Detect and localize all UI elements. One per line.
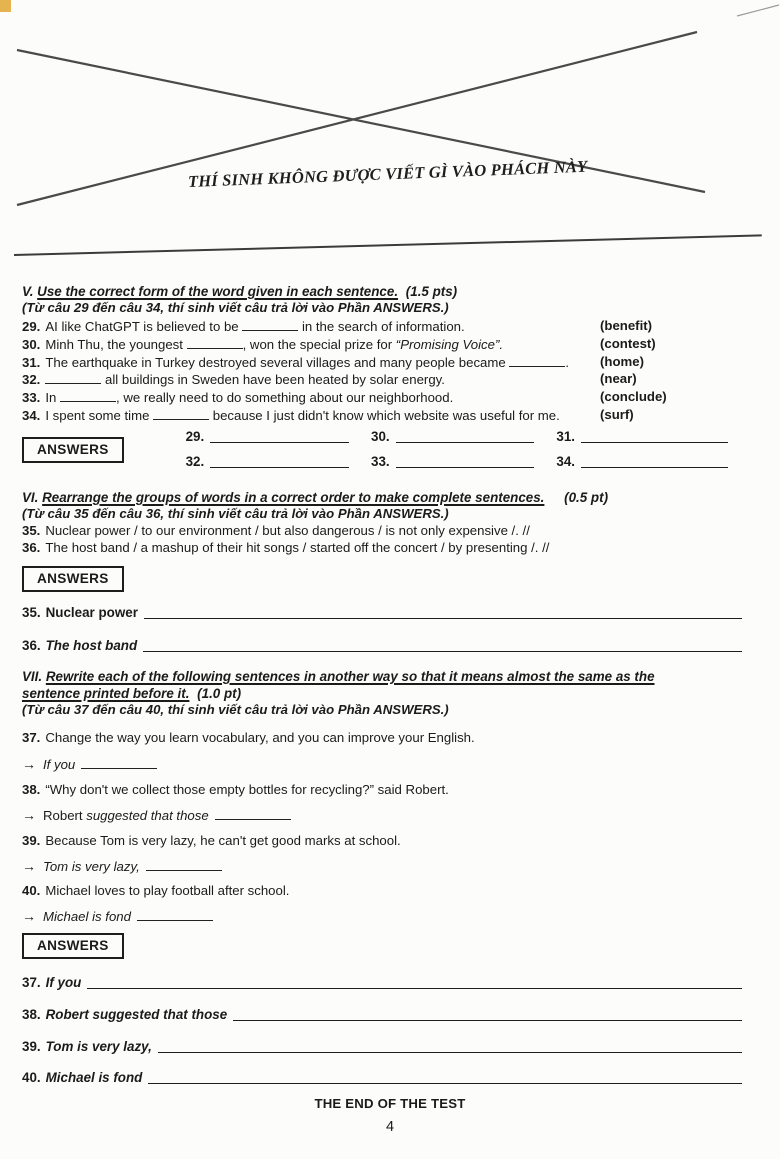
- question-30-em: “Promising Voice”.: [395, 336, 504, 352]
- question-34-text-after: because I just didn't know which website was useful for me.: [209, 407, 560, 423]
- answer-39-number: 39.: [22, 1039, 41, 1054]
- question-34-number: 34.: [22, 407, 41, 423]
- question-36-number: 36.: [22, 539, 41, 555]
- answer-40-number: 40.: [22, 1070, 41, 1085]
- fill-blank-31: [509, 354, 565, 367]
- question-30: [22, 336, 600, 354]
- answers-box-vi: ANSWERS: [22, 566, 124, 592]
- sentence-40-text: Michael loves to play football after school.: [45, 883, 290, 898]
- rewrite-37-blank: [81, 756, 157, 769]
- word-hint-29: (benefit): [600, 318, 653, 333]
- question-row-31: [22, 354, 762, 372]
- answer-40-lead: Michael is fond: [45, 1070, 143, 1085]
- question-29-number: 29.: [22, 319, 41, 334]
- question-33-text-after: , we really need to do something about our neighborhood.: [116, 390, 454, 406]
- sentence-39-text: Because Tom is very lazy, he can't get good marks at school.: [45, 833, 401, 848]
- section-vii-instruction: (Từ câu 37 đến câu 40, thí sinh viết câu trả lời vào Phần ANSWERS.): [22, 702, 449, 717]
- answer-slot-31-line: [581, 442, 728, 443]
- answer-line-38: [22, 1006, 742, 1023]
- rewrite-38-plain: Robert: [43, 808, 87, 823]
- answer-slot-32-label: 32.: [185, 454, 205, 469]
- section-vii-items: [22, 729, 762, 925]
- question-29-text: AI like ChatGPT is believed to be: [45, 319, 243, 334]
- question-32-text-after: all buildings in Sweden have been heated by solar energy.: [101, 372, 445, 388]
- section-v-number: V.: [22, 284, 34, 299]
- question-row-29: [22, 318, 762, 336]
- answer-38-number: 38.: [22, 1007, 41, 1022]
- question-29-text-after: in the search of information.: [298, 319, 465, 334]
- sentence-38-text: “Why don't we collect those empty bottles for recycling?” said Robert.: [45, 782, 449, 797]
- section-v-title: Use the correct form of the word given in each sentence.: [37, 284, 399, 299]
- question-36: [22, 540, 762, 557]
- answer-slot-32-line: [210, 467, 349, 468]
- answer-slot-29: [186, 429, 349, 445]
- sentence-39-number: 39.: [22, 833, 41, 848]
- question-30-text-after: , won the special prize for: [242, 336, 396, 352]
- answer-slot-30: [371, 429, 534, 445]
- arrow-icon: →: [22, 908, 36, 924]
- rewrite-40-blank: [137, 908, 213, 921]
- section-vii-number: VII.: [22, 669, 43, 684]
- word-hint-32: (near): [600, 371, 637, 387]
- answer-slot-31-label: 31.: [556, 429, 576, 444]
- crossed-out-area: [0, 0, 780, 235]
- rewrite-37-lead: If you: [43, 757, 76, 772]
- answer-38-line: [233, 1020, 742, 1021]
- section-vi-instruction: (Từ câu 35 đến câu 36, thí sinh viết câu trả lời vào Phần ANSWERS.): [22, 506, 449, 521]
- section-vi-points: (0.5 pt): [564, 490, 609, 505]
- arrow-icon: →: [22, 858, 36, 874]
- answer-37-line: [87, 988, 742, 989]
- fill-blank-32: [45, 371, 101, 384]
- section-vi-heading: [22, 489, 608, 522]
- question-row-30: [22, 336, 762, 354]
- answers-box-vii: ANSWERS: [22, 933, 124, 959]
- sentence-37-number: 37.: [22, 730, 41, 745]
- phach-warning-text: THÍ SINH KHÔNG ĐƯỢC VIẾT GÌ VÀO PHÁCH NÀY: [187, 156, 588, 191]
- answer-37-lead: If you: [45, 975, 82, 990]
- fill-blank-29: [242, 318, 298, 331]
- section-vi-title: Rearrange the groups of words in a correct order to make complete sentences.: [42, 490, 545, 505]
- word-hint-33: (conclude): [600, 389, 667, 405]
- question-31-number: 31.: [22, 354, 41, 370]
- answer-line-40: [22, 1069, 742, 1086]
- question-32-number: 32.: [22, 372, 41, 388]
- question-33: [22, 389, 600, 407]
- question-row-33: [22, 389, 762, 407]
- section-vi-questions: [22, 523, 762, 557]
- section-vi-answers-box: [22, 566, 124, 592]
- answer-slots-grid: [186, 429, 728, 470]
- answer-slot-30-label: 30.: [371, 429, 390, 444]
- answer-36-lead: The host band: [45, 638, 138, 653]
- rewrite-37: [22, 756, 762, 773]
- question-34-text: I spent some time: [45, 407, 154, 423]
- rewrite-39: [22, 858, 762, 875]
- answer-39-lead: Tom is very lazy,: [45, 1039, 152, 1054]
- answer-35-lead: Nuclear power: [45, 605, 138, 620]
- rewrite-39-lead: Tom is very lazy,: [43, 859, 140, 874]
- rewrite-40: [22, 908, 762, 925]
- sentence-39: [22, 832, 762, 849]
- question-35: [22, 523, 762, 540]
- section-vii-points: (1.0 pt): [197, 686, 242, 701]
- question-32: [22, 371, 600, 389]
- question-31: [22, 354, 600, 372]
- word-hint-31: (home): [600, 353, 644, 369]
- arrow-icon: →: [22, 756, 36, 772]
- section-v-points: (1.5 pts): [405, 284, 458, 299]
- end-of-test-text: THE END OF THE TEST: [314, 1096, 466, 1111]
- sentence-40-number: 40.: [22, 883, 41, 898]
- question-row-32: [22, 371, 762, 389]
- answer-slot-29-label: 29.: [185, 429, 205, 444]
- answer-40-line: [148, 1083, 742, 1084]
- rewrite-39-blank: [146, 858, 222, 871]
- rewrite-38-lead: suggested that those: [86, 808, 209, 823]
- section-vii-title-line2: sentence printed before it.: [22, 686, 190, 701]
- rewrite-38-blank: [215, 807, 291, 820]
- answer-39-line: [158, 1052, 742, 1053]
- page-number: 4: [385, 1119, 395, 1135]
- word-hint-30: (contest): [600, 335, 656, 351]
- sentence-40: [22, 882, 762, 899]
- answer-slot-30-line: [396, 442, 535, 443]
- section-vi-number: VI.: [22, 490, 39, 505]
- section-v-answers: [22, 429, 728, 470]
- answer-slot-34-line: [581, 467, 728, 468]
- answer-36-line: [143, 651, 742, 652]
- section-v-questions: [22, 318, 762, 425]
- question-36-line: [22, 540, 549, 557]
- question-35-line: [22, 523, 530, 540]
- answer-slot-33-line: [396, 467, 535, 468]
- fill-blank-30: [187, 336, 243, 349]
- section-v-heading: [22, 283, 457, 316]
- section-vii-heading: [22, 668, 764, 718]
- question-35-text: Nuclear power / to our environment / but also dangerous / is not only expensive /. //: [45, 523, 530, 538]
- section-vii-answers-box: [22, 933, 124, 959]
- fill-blank-33: [60, 389, 116, 402]
- section-v-instruction: (Từ câu 29 đến câu 34, thí sinh viết câu trả lời vào Phần ANSWERS.): [22, 300, 449, 315]
- section-vii-title-line1: Rewrite each of the following sentences in another way so that it means almost the same as the: [45, 669, 655, 684]
- question-33-text: In: [45, 390, 61, 406]
- word-hint-34: (surf): [600, 406, 634, 422]
- rewrite-38: [22, 807, 762, 824]
- answers-box-v: ANSWERS: [22, 437, 124, 463]
- answer-38-lead: Robert suggested that those: [45, 1007, 228, 1022]
- answer-slot-31: [556, 429, 728, 445]
- answer-slot-34-label: 34.: [556, 454, 576, 469]
- answer-36-number: 36.: [22, 638, 41, 653]
- answer-line-35: [22, 604, 742, 621]
- answer-slot-34: [556, 454, 728, 470]
- question-34: [22, 407, 600, 425]
- question-30-number: 30.: [22, 336, 41, 352]
- question-31-text-after: .: [565, 354, 570, 370]
- answer-37-number: 37.: [22, 975, 41, 990]
- answer-slot-33: [371, 454, 534, 470]
- sentence-37-text: Change the way you learn vocabulary, and you can improve your English.: [45, 730, 475, 745]
- question-row-34: [22, 407, 762, 425]
- sentence-37: [22, 729, 762, 746]
- sentence-38-number: 38.: [22, 782, 41, 797]
- question-36-text: The host band / a mashup of their hit songs / started off the concert / by presenting /. //: [45, 539, 550, 555]
- fill-blank-34: [153, 407, 209, 420]
- answer-slot-33-label: 33.: [371, 454, 390, 469]
- rewrite-40-lead: Michael is fond: [43, 909, 131, 924]
- answer-slot-29-line: [210, 442, 349, 443]
- answer-35-number: 35.: [22, 605, 41, 620]
- question-29: [22, 318, 600, 336]
- answer-35-line: [144, 618, 742, 619]
- answer-slot-32: [186, 454, 349, 470]
- arrow-icon: →: [22, 807, 36, 823]
- section-vii-answer-lines: [22, 974, 742, 1086]
- answer-line-37: [22, 974, 742, 991]
- sentence-38: [22, 781, 762, 798]
- question-30-text: Minh Thu, the youngest: [45, 336, 187, 352]
- answer-line-36: [22, 637, 742, 654]
- question-35-number: 35.: [22, 523, 41, 538]
- section-divider-line: [14, 234, 762, 256]
- answer-line-39: [22, 1038, 742, 1055]
- question-33-number: 33.: [22, 390, 41, 406]
- question-31-text: The earthquake in Turkey destroyed several villages and many people became: [45, 354, 510, 370]
